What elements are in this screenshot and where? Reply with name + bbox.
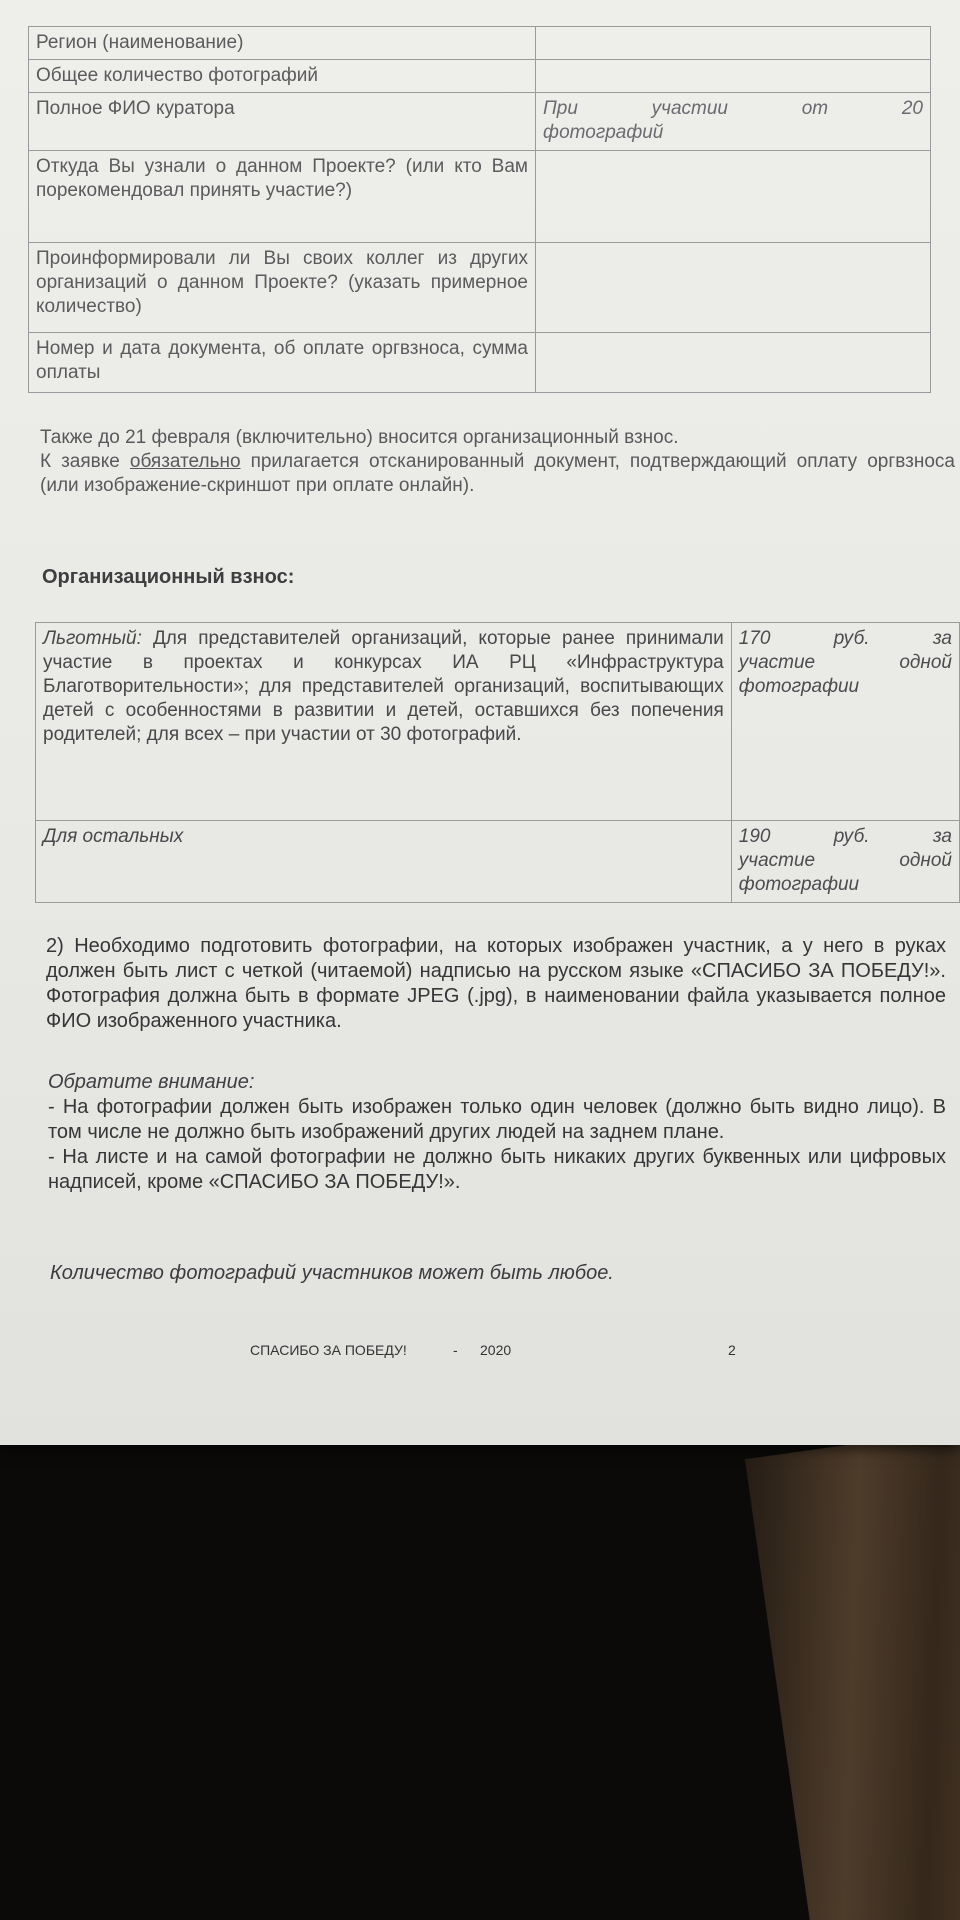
page-number: 2 xyxy=(728,1342,736,1358)
attention-header: Обратите внимание: xyxy=(48,1071,255,1093)
price-amount: 190 xyxy=(738,826,771,847)
table-row xyxy=(29,27,931,60)
attention-bullet: - На листе и на самой фотографии не должно быть никаких других буквенных или цифровых надписей, кроме «СПАСИБО ЗА ПОБЕДУ!». xyxy=(48,1146,946,1193)
form-value-cell xyxy=(536,27,931,60)
fee-note-line2: К заявке обязательно прилагается отсканированный документ, подтверждающий оплату оргвзноса (или изображение-скриншот при оплате онлайн). xyxy=(40,451,955,496)
form-label-payment-doc: Номер и дата документа, об оплате оргвзноса, сумма оплаты xyxy=(29,333,536,393)
form-value-cell xyxy=(536,243,931,333)
table-row xyxy=(29,333,931,393)
fee-table xyxy=(35,622,960,903)
fee-note-line1: Также до 21 февраля (включительно) вносится организационный взнос. xyxy=(40,427,679,448)
table-row xyxy=(29,60,931,93)
attention-bullet: - На фотографии должен быть изображен только один человек (должно быть видно лицо). В том числе не должно быть изображений других людей на заднем плане. xyxy=(48,1096,946,1143)
underlined-word: обязательно xyxy=(129,451,241,472)
form-value-cell xyxy=(536,333,931,393)
fee-type-label: Для остальных xyxy=(43,826,184,847)
fee-price-cell: 190 руб. за участие одной фотографии xyxy=(731,821,959,903)
table-row xyxy=(29,151,931,243)
footer-dash: - xyxy=(453,1342,458,1358)
table-row xyxy=(36,821,960,903)
footer-year: 2020 xyxy=(480,1342,512,1358)
table-row xyxy=(29,243,931,333)
footer-title: СПАСИБО ЗА ПОБЕДУ! xyxy=(250,1342,407,1358)
fee-description-text: Для представителей организаций, которые ранее принимали участие в проектах и конкурсах ИА РЦ «Инфраструктура Благотворительности»; для представителей организаций, воспитывающих детей с особенностями в развитии и детей, оставшихся без попечения родителей; для всех – при участии от 30 фотографий. xyxy=(43,628,724,745)
form-value-cell xyxy=(536,151,931,243)
form-label-colleagues: Проинформировали ли Вы своих коллег из других организаций о данном Проекте? (указать примерное количество) xyxy=(29,243,536,333)
fee-description-cell xyxy=(36,623,732,821)
fee-type-label: Льготный: xyxy=(43,628,142,649)
table-row xyxy=(29,93,931,151)
price-amount: 170 xyxy=(738,628,771,649)
form-label-source: Откуда Вы узнали о данном Проекте? (или кто Вам порекомендовал принять участие?) xyxy=(29,151,536,243)
curator-note-cell xyxy=(536,93,931,151)
fee-price-cell: 170 руб. за участие одной фотографии xyxy=(731,623,959,821)
application-form-table xyxy=(28,26,931,393)
wooden-surface xyxy=(745,1426,960,1920)
fee-note-paragraph xyxy=(40,426,955,498)
form-label-region: Регион (наименование) xyxy=(29,27,536,60)
fee-heading: Организационный взнос: xyxy=(42,566,295,588)
form-value-cell xyxy=(536,60,931,93)
attention-block xyxy=(48,1070,946,1195)
curator-note-line1: При участии от 20 xyxy=(543,98,923,119)
closing-note: Количество фотографий участников может быть любое. xyxy=(50,1262,614,1284)
table-row xyxy=(36,623,960,821)
fee-description-cell xyxy=(36,821,732,903)
form-label-curator: Полное ФИО куратора xyxy=(29,93,536,151)
form-label-photo-count: Общее количество фотографий xyxy=(29,60,536,93)
instruction-item-2: 2) Необходимо подготовить фотографии, на которых изображен участник, а у него в руках должен быть лист с четкой (читаемой) надписью на русском языке «СПАСИБО ЗА ПОБЕДУ!». Фотография должна быть в формате JPEG (.jpg), в наименовании файла указывается полное ФИО изображенного участника. xyxy=(46,935,946,1032)
curator-note-line2: фотографий xyxy=(543,122,664,143)
